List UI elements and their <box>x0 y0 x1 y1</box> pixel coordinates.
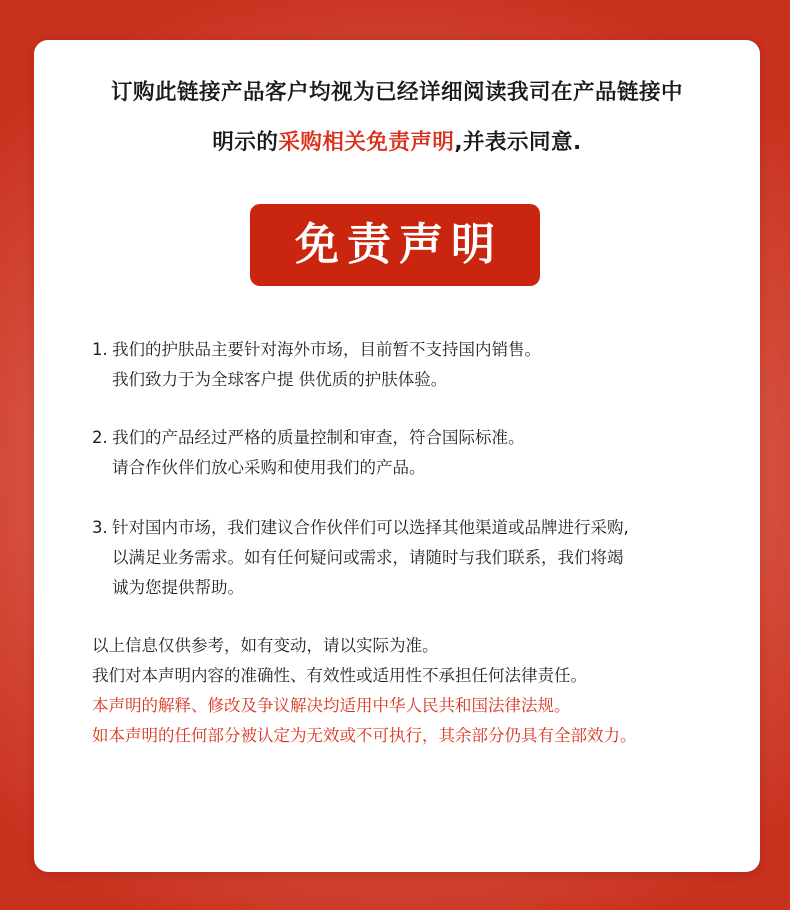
list-item-number: 2. <box>92 428 108 447</box>
list-item-2-line-1 <box>92 426 525 450</box>
intro-line-2 <box>34 128 760 158</box>
intro-highlight: 采购相关免责声明 <box>278 130 455 155</box>
list-item-1-line-1 <box>92 338 541 362</box>
list-item-text: 针对国内市场，我们建议合作伙伴们可以选择其他渠道或品牌进行采购, <box>112 518 629 537</box>
list-item-text: 我们的产品经过严格的质量控制和审查，符合国际标准。 <box>112 428 525 447</box>
list-item-3-line-2: 以满足业务需求。如有任何疑问或需求，请随时与我们联系，我们将竭 <box>112 548 624 567</box>
list-item-number: 3. <box>92 518 108 537</box>
list-item-3-line-1 <box>92 516 629 540</box>
list-item-3-line-3: 诚为您提供帮助。 <box>112 578 244 597</box>
list-item-2-line-2: 请合作伙伴们放心采购和使用我们的产品。 <box>112 458 426 477</box>
footer-line-1: 以上信息仅供参考，如有变动，请以实际为准。 <box>92 636 439 655</box>
list-item-1-line-2: 我们致力于为全球客户提 供优质的护肤体验。 <box>112 370 448 389</box>
disclaimer-card <box>34 40 760 872</box>
list-item-text: 我们的护肤品主要针对海外市场，目前暂不支持国内销售。 <box>112 340 541 359</box>
footer-line-4: 如本声明的任何部分被认定为无效或不可执行，其余部分仍具有全部效力。 <box>92 726 637 745</box>
disclaimer-title-banner: 免责声明 <box>250 204 540 286</box>
footer-line-3: 本声明的解释、修改及争议解决均适用中华人民共和国法律法规。 <box>92 696 571 715</box>
list-item-number: 1. <box>92 340 108 359</box>
intro-line-2-post: ,并表示同意. <box>454 130 582 155</box>
footer-line-2: 我们对本声明内容的准确性、有效性或适用性不承担任何法律责任。 <box>92 666 587 685</box>
intro-line-2-pre: 明示的 <box>212 130 279 155</box>
intro-line-1: 订购此链接产品客户均视为已经详细阅读我司在产品链接中 <box>110 80 683 105</box>
